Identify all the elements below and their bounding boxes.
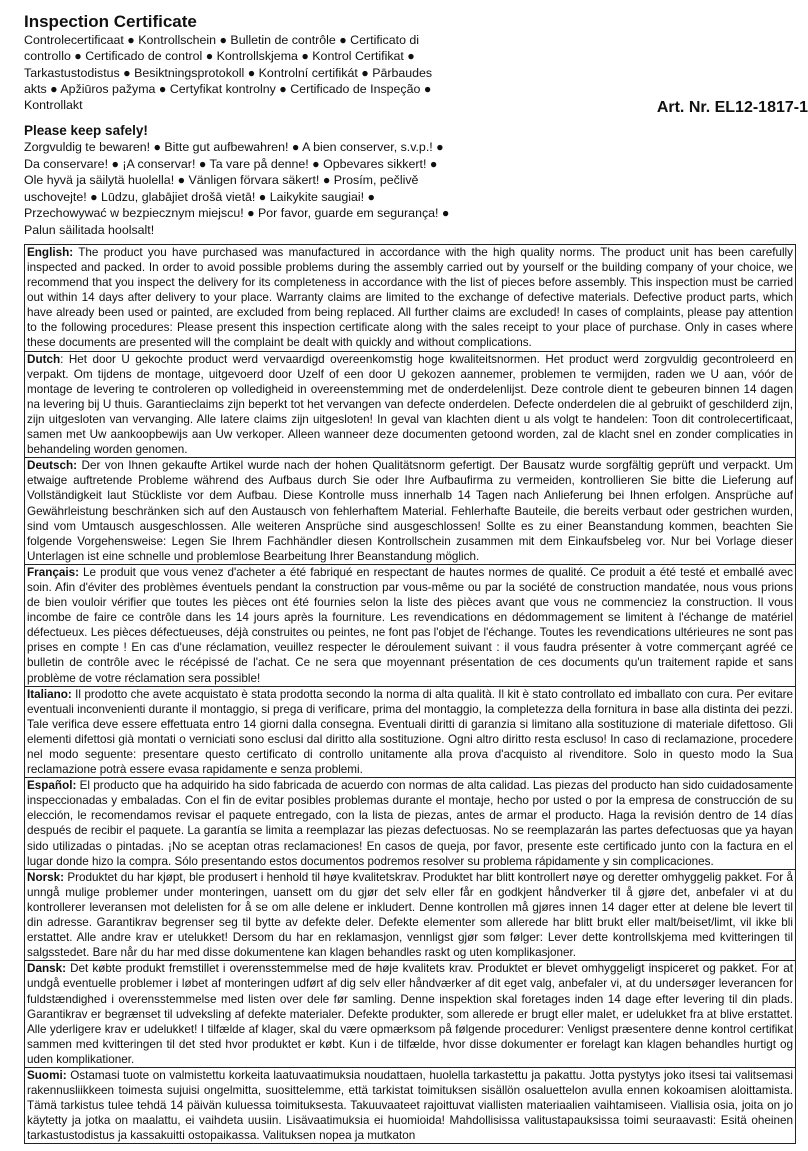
section-language-label: Deutsch: bbox=[27, 459, 78, 473]
section-text: Ostamasi tuote on valmistettu korkeita laatuvaatimuksia noudattaen, huolella tarkastettu ja pakattu. Jotta pystytys joko itsesi tai valitsemasi rakennusliikkeen toimesta sujuisi ongelmitta, suosittelemme, että tarkistat toimituksen sisällön osaluettelon avulla ennen kokoamisen aloittamista. Tämä tarkistus tulee tehdä 14 päivän kuluessa toimituksesta. Takuuvaateet rajoittuvat viallisten materiaalien vaihtamiseen. Viallisia osia, joita on jo käytetty ja jotka on maalattu, ei vaihdeta uusiin. Lisävaatimuksia ei huomioida! Mahdollisissa valitustapauksissa toimi seuraavasti: Esitä oheinen tarkastustodistus ja kassakuitti ostopaikassa. Valituksen nopea ja mutkaton bbox=[27, 1068, 793, 1143]
section-suomi bbox=[25, 1067, 795, 1143]
keep-safely-title: Please keep safely! bbox=[24, 123, 148, 139]
section-text: The product you have purchased was manufactured in accordance with the high quality norms. The product unit has been carefully inspected and packed. In order to avoid possible problems during the assembly carried out by yourself or the building company of your choice, we recommend that you inspect the delivery for its completeness in accordance with the list of pieces before assembly. This inspection must be carried out within 14 days after delivery to your place. Warranty claims are limited to the exchange of defective materials. Defective product parts, which have already been used or painted, are excluded from being replaced. All further claims are excluded! In cases of complaints, please pay attention to the following procedures: Please present this inspection certificate along with the sales receipt to your place of purchase. Only in cases where these documents are presented will the complaint be dealt with quickly and without complications. bbox=[27, 245, 793, 350]
section-text: El producto que ha adquirido ha sido fabricada de acuerdo con normas de alta calidad. Las piezas del producto han sido cuidadosamente inspeccionadas y embaladas. Con el fin de evitar posibles problemas durante el montaje, hecho por usted o por la empresa de construcción de su elección, le recomendamos revisar el paquete entregado, con la lista de piezas, antes de armar el producto. Haga la revisión dentro de 14 días después de recibir el paquete. La garantía se limita a reemplazar las piezas defectuosas. No se reemplazarán las partes defectuosas que ya hayan sido utilizadas o pintadas. ¡No se aceptan otras reclamaciones! En casos de queja, por favor, presente este certificado junto con la factura en el lugar donde hizo la compra. Sólo presentando estos documentos podremos resolver su problema rápidamente y sin complicaciones. bbox=[27, 779, 793, 868]
section-dansk bbox=[25, 960, 795, 1067]
keep-safely-block bbox=[24, 99, 808, 237]
section-text: Det købte produkt fremstillet i overensstemmelse med de høje kvalitets krav. Produktet er blevet omhyggeligt inspiceret og pakket. For at undgå eventuelle problemer i løbet af monteringen udført af dig selv eller håndværker af dit eget valg, anbefaler vi, at du undersøger leverancen for fuldstændighed i overensstemmelse med listen over dele før samling. Denne inspektion skal foretages inden 14 dage efter levering til din plads. Garantikrav er begrænset til udveksling af defekte materialer. Defekte produkter, som allerede er brugt eller malet, er udelukket fra at blive erstattet. Alle yderligere krav er udelukket! I tilfælde af klager, skal du være opmærksom på følgende procedurer: Venligst præsentere denne kontrol certifikat sammen med kvitteringen til det sted hvor produktet er købt. Kun i de tilfælde, hvor disse dokumenter er forelagt kan klagen behandles hurtigt og uden komplikationer. bbox=[27, 962, 793, 1066]
section-language-label: Français: bbox=[27, 565, 79, 579]
section-english bbox=[25, 245, 795, 351]
section-language-label: Dansk: bbox=[27, 962, 66, 976]
section-language-label: Suomi: bbox=[27, 1068, 67, 1082]
section-francais bbox=[25, 564, 795, 686]
section-text: : Het door U gekochte product werd vervaardigd overeenkomstig hoge kwaliteitsnormen. Het product werd zorgvuldig gecontroleerd en verpakt. Om tijdens de montage, uitgevoerd door Uzelf of een door U gekozen aannemer, problemen te vermijden, raden we U aan, vóór de montage de levering te controleren op volledigheid in overeenstemming met de onderdelenlijst. Deze controle dient te gebeuren binnen 14 dagen na levering bij U thuis. Garantieclaims zijn beperkt tot het vervangen van defecte onderdelen. Defecte onderdelen die al gebruikt of geschilderd zijn, zijn uitgesloten van vervanging. Alle latere claims zijn uitgesloten! In geval van klachten dient u als volgt te handelen: Toon dit controlecertificaat, samen met Uw aankoopbewijs aan Uw verkoper. Alleen wanneer deze documenten getoond worden, zal de klacht snel en zonder complicaties in behandeling worden genomen. bbox=[27, 352, 793, 457]
article-number: Art. Nr. EL12-1817-1 bbox=[656, 99, 808, 117]
section-language-label: Norsk: bbox=[27, 870, 65, 884]
section-text: Il prodotto che avete acquistato è stata prodotta secondo la norma di alta qualità. Il kit è stato controllato ed imballato con cura. Per evitare eventuali inconvenienti durante il montaggio, si prega di verificare, prima del montaggio, la completezza della fornitura in base alla distinta dei pezzi. Tale verifica deve essere effettuata entro 14 giorni dalla consegna. Eventuali diritti di garanzia si limitano alla sostituzione di materiale difettoso. Gli elementi difettosi già montati o verniciati sono esclusi dal diritto alla sostituzione. Ogni altro diritto resta escluso! In caso di reclamazione, procedere nel modo seguente: presentare questo certificato di controllo unitamente alla prova d'acquisto al rivenditore. Solo in questo modo la Sua reclamazione potrà essere evasa rapidamente e senza problemi. bbox=[27, 687, 793, 777]
language-sections-table bbox=[24, 244, 796, 1145]
section-language-label: Dutch bbox=[27, 352, 61, 366]
certificate-page bbox=[24, 12, 808, 1144]
section-dutch bbox=[25, 351, 795, 458]
section-deutsch bbox=[25, 457, 795, 564]
section-language-label: Italiano: bbox=[27, 687, 72, 701]
section-text: Produktet du har kjøpt, ble produsert i henhold til høye kvalitetskrav. Produktet har blitt kontrollert nøye og deretter omhyggelig pakket. For å unngå mulige problemer under monteringen, uansett om du gjør det selv eller får en godkjent håndverker til å gjøre det, anbefaler vi at du kontrollerer leveransen mot delelisten for å se om alle delene er inkludert. Denne kontrollen må gjøres innen 14 dager etter at delene ble levert til din adresse. Garantikrav begrenser seg til bytte av defekte deler. Defekte elementer som allerede har blitt brukt eller malt/beiset/limt, vil ikke bli erstattet. Alle andre krav er utelukket! Dersom du har en reklamasjon, vennligst gjør som følger: Lever dette kontrollskjema med kvitteringen til salgsstedet. Bare når du har med disse dokumentene kan klagen behandles raskt og uten komplikasjoner. bbox=[27, 870, 793, 960]
section-text: Der von Ihnen gekaufte Artikel wurde nach der hohen Qualitätsnorm gefertigt. Der Bausatz wurde sorgfältig geprüft und verpackt. Um etwaige auftretende Probleme während des Aufbaus durch Sie oder Ihre Aufbaufirma zu vermeiden, kontrollieren Sie bitte die Lieferung auf Vollständigkeit laut Stückliste vor dem Aufbau. Diese Kontrolle muss innerhalb 14 Tagen nach Anlieferung bei Ihnen erfolgen. Ansprüche auf Gewährleistung beschränken sich auf den Austausch von fehlerhaftem Material. Fehlerhafte Bauteile, die bereits verbaut oder gestrichen wurden, sind vom Umtausch ausgeschlossen. Alle weiteren Ansprüche sind ausgeschlossen! Sollte es zu einer Beanstandung kommen, beachten Sie folgende Vorgehensweise: Legen Sie Ihrem Fachhändler diesen Kontrollschein zusammen mit dem Einkaufsbeleg vor. Nur bei Vorlage dieser Unterlagen ist eine schnelle und problemlose Bearbeitung Ihrer Beanstandung möglich. bbox=[27, 459, 793, 563]
section-norsk bbox=[25, 869, 795, 961]
title-translations: Controlecertificaat ● Kontrollschein ● Bulletin de contrôle ● Certificato di controllo ● Certificado de control ● Kontrollskjema ● Kontrol Certifikat ● Tarkastustodistus ● Besiktningsprotokoll ● Kontrolní certifikát ● Pārbaudes akts ● Apžiūros pažyma ● Certyfikat kontrolny ● Certificado de Inspeção ● Kontrollakt bbox=[24, 33, 433, 113]
keep-safely-translations: Zorgvuldig te bewaren! ● Bitte gut aufbewahren! ● A bien conserver, s.v.p.! ● Da conservare! ● ¡A conservar! ● Ta vare på denne! ● Opbevares sikkert! ● Ole hyvä ja säilytä huolella! ● Vänligen förvara säkert! ● Prosím, pečlivě uschovejte! ● Lūdzu, glabājiet drošā vietā! ● Laikykite saugiai! ● Przechowywać w bezpiecznym miejscu! ● Por favor, guarde em segurança! ● Palun säilitada hoolsalt! bbox=[24, 140, 450, 237]
page-title: Inspection Certificate bbox=[24, 12, 197, 31]
section-language-label: Español: bbox=[27, 779, 77, 793]
section-language-label: English: bbox=[27, 245, 74, 259]
section-text: Le produit que vous venez d'acheter a été fabriqué en respectant de hautes normes de qualité. Ce produit a été testé et emballé avec soin. Afin d'éviter des problèmes éventuels pendant la construction par vous-même ou par la société de construction mandatée, nous vous prions de bien vouloir vérifier que toutes les pièces ont été fournies selon la liste des pièces avant que vous ne commenciez la construction. Il vous incombe de faire ce contrôle dans les 14 jours après la fourniture. Les revendications en dédommagement se limitent à l'échange de matériel défectueux. Les pièces défectueuses, déjà construites ou peintes, ne font pas l'objet de l'échange. Toutes les revendications ultérieures ne sont pas prises en compte ! En cas d'une réclamation, veuillez respecter le déroulement suivant : il vous faudra présenter à votre commerçant agréé ce bulletin de contrôle avec le récépissé de l'achat. Ce ne sera que moyennant présentation de ces documents qu'un traitement rapide et sans problème de votre réclamation sera possible! bbox=[27, 565, 793, 685]
section-italiano bbox=[25, 686, 795, 778]
section-espanol bbox=[25, 777, 795, 869]
